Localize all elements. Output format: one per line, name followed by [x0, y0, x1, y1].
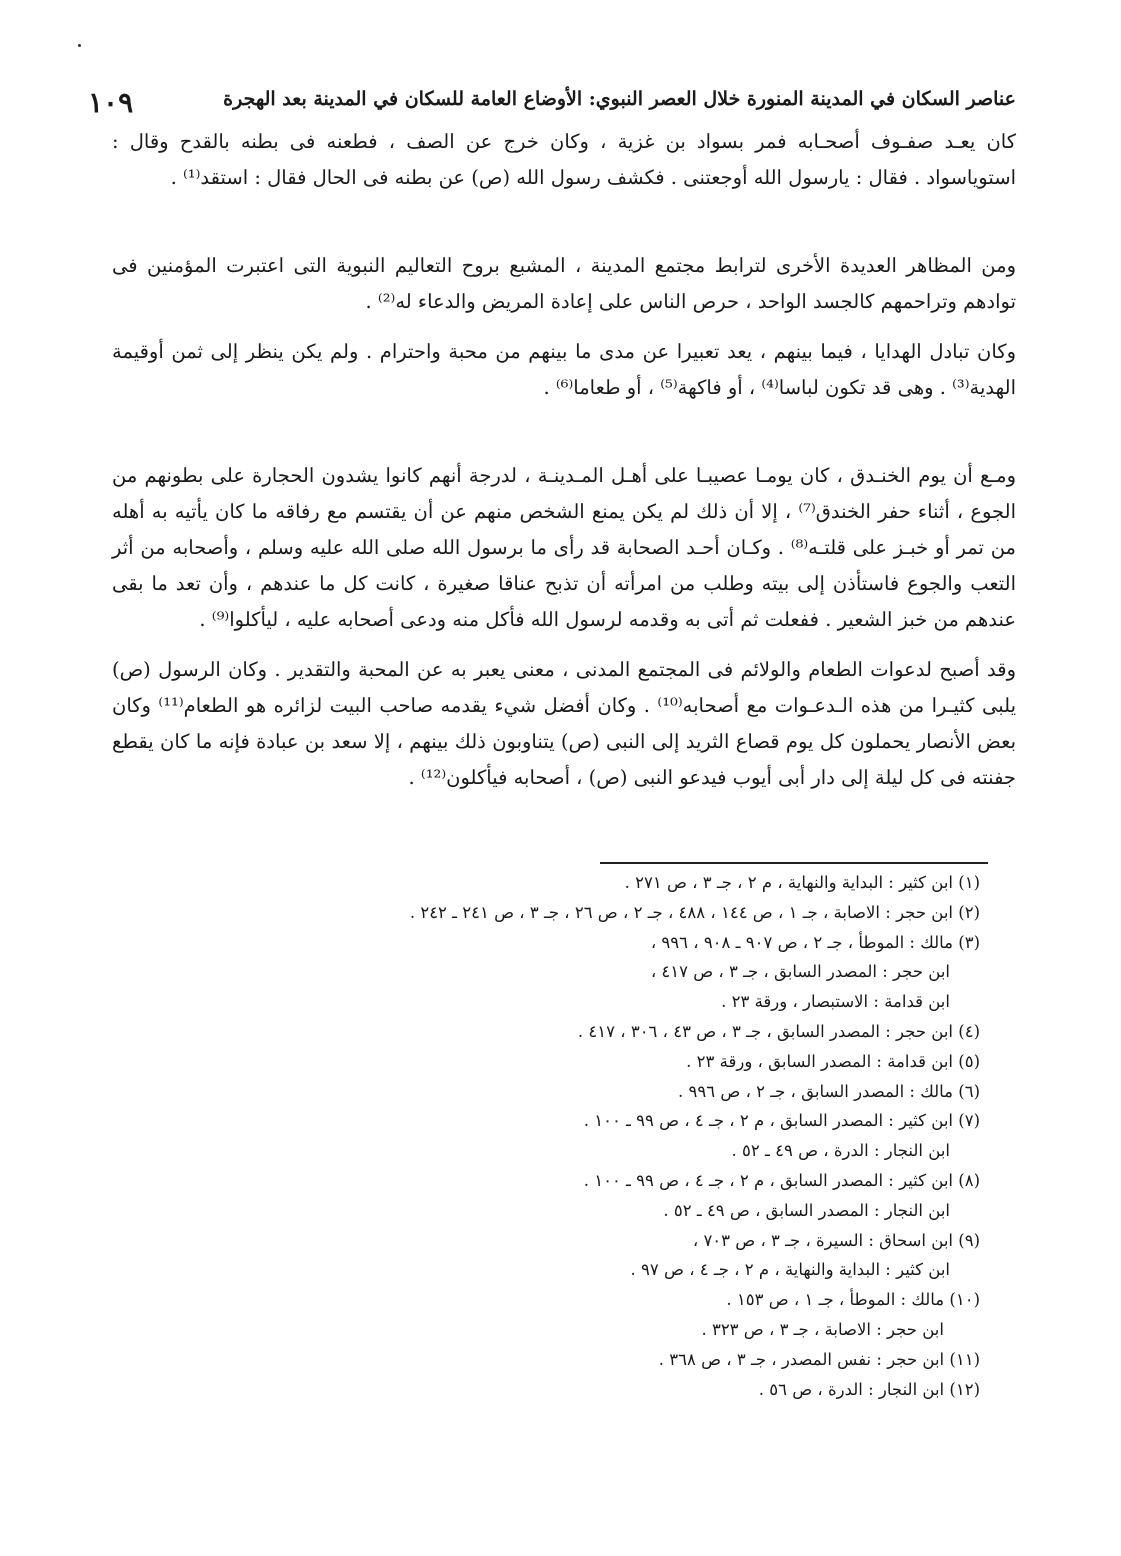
paragraph: كان يعـد صفـوف أصحـابه فمر بسواد بن غزية ، وكان خرج عن الصف ، فطعنه فى بطنه بالقدح وقال : استوياسواد . فقال : يارسول الله أوجعتنى . فكشف رسول الله (ص) عن بطنه فى الحال فقال : استقد⁽¹⁾ . — [112, 130, 1016, 189]
footnote-continuation: ابن قدامة : الاستبصار ، ورقة ٢٣ . — [721, 992, 950, 1012]
paragraph: ومـع أن يوم الخنـدق ، كان يومـا عصيبـا على أهـل المـدينـة ، لدرجة أنهم كانوا يشدون الحجارة على بطونهم من الجوع ، أثناء حفر الخندق⁽⁷⁾ ، إلا أن ذلك لم يكن يمنع الشخص منهم عن أن يقتسم مع رفاقه ما كان يأتيه به أهله من تمر أو خبـز على قلتـه⁽⁸⁾ . وكـان أحـد الصحابة قد رأى ما برسول الله صلى الله عليه وسلم ، وأصحابه من أثر التعب والجوع فاستأذن إلى بيته وطلب من امرأته أن تذبح عناقا صغيرة ، كانت كل ما عندهم ، وأن تعد ما بقى عندهم من خبز الشعير . ففعلت ثم أتى به وقدمه لرسول الله فأكل منه ودعى أصحابه عليه ، ليأكلوا⁽⁹⁾ . — [112, 464, 1017, 631]
footnote: (١٠) مالك : الموطأ ، جـ ١ ، ص ١٥٣ . — [726, 1290, 980, 1310]
footnote-continuation: ابن حجر : الاصابة ، جـ ٣ ، ص ٣٢٣ . — [701, 1319, 944, 1339]
footnote: (٣) مالك : الموطأ ، جـ ٢ ، ص ٩٠٧ ـ ٩٠٨ ، ٩٩٦ ، — [650, 932, 980, 952]
footnote-continuation: ابن كثير : البداية والنهاية ، م ٢ ، جـ ٤ ، ص ٩٧ . — [630, 1260, 950, 1280]
footnote: (٨) ابن كثير : المصدر السابق ، م ٢ ، جـ ٤ ، ص ٩٩ ـ ١٠٠ . — [583, 1170, 980, 1190]
page-number: ١٠٩ — [88, 86, 134, 119]
footnote: (٤) ابن حجر : المصدر السابق ، جـ ٣ ، ص ٤٣ ، ٣٠٦ ، ٤١٧ . — [577, 1021, 980, 1041]
paragraph: وكان تبادل الهدايا ، فيما بينهم ، يعد تعبيرا عن مدى ما بينهم من محبة واحترام . ولم يكن ينظر إلى ثمن أوقيمة الهدية⁽³⁾ . وهى قد تكون لباسا⁽⁴⁾ ، أو فاكهة⁽⁵⁾ ، أو طعاما⁽⁶⁾ . — [112, 340, 1016, 399]
body-text — [112, 124, 1016, 796]
paragraph: ومن المظاهر العديدة الأخرى لترابط مجتمع المدينة ، المشبع بروح التعاليم النبوية التى اعتبرت المؤمنين فى توادهم وتراحمهم كالجسد الواحد ، حرص الناس على إعادة المريض والدعاء له⁽²⁾ . — [112, 254, 1016, 313]
footnote-separator — [600, 862, 988, 864]
footnotes — [150, 868, 980, 1404]
footnote: (٦) مالك : المصدر السابق ، جـ ٢ ، ص ٩٩٦ . — [678, 1081, 980, 1101]
footnote: (٧) ابن كثير : المصدر السابق ، م ٢ ، جـ ٤ ، ص ٩٩ ـ ١٠٠ . — [583, 1111, 980, 1131]
scan-speck — [78, 44, 81, 47]
footnote: (١١) ابن حجر : نفس المصدر ، جـ ٣ ، ص ٣٦٨ . — [658, 1349, 980, 1369]
footnote-continuation: ابن النجار : المصدر السابق ، ص ٤٩ ـ ٥٢ . — [663, 1200, 950, 1220]
footnote: (٩) ابن اسحاق : السيرة ، جـ ٣ ، ص ٧٠٣ ، — [692, 1230, 980, 1250]
footnote: (٥) ابن قدامة : المصدر السابق ، ورقة ٢٣ . — [686, 1051, 980, 1071]
footnote-continuation: ابن حجر : المصدر السابق ، جـ ٣ ، ص ٤١٧ ، — [650, 962, 950, 982]
footnote: (١٢) ابن النجار : الدرة ، ص ٥٦ . — [758, 1379, 980, 1399]
paragraph: وقد أصبح لدعوات الطعام والولائم فى المجتمع المدنى ، معنى يعبر به عن المحبة والتقدير . وكان الرسول (ص) يلبى كثيـرا من هذه الـدعـوات مع أصحابه⁽¹⁰⁾ . وكان أفضل شيء يقدمه صاحب البيت لزائره هو الطعام⁽¹¹⁾ وكان بعض الأنصار يحملون كل يوم قصاع الثريد إلى النبى (ص) يتناوبون ذلك بينهم ، إلا سعد بن عبادة فإنه ما كان يقطع جفنته فى كل ليلة إلى دار أبى أيوب فيدعو النبى (ص) ، أصحابه فيأكلون⁽¹²⁾ . — [112, 658, 1017, 789]
footnote: (٢) ابن حجر : الاصابة ، جـ ١ ، ص ١٤٤ ، ٤٨٨ ، جـ ٢ ، ص ٢٦ ، جـ ٣ ، ص ٢٤١ ـ ٢٤٢ . — [409, 902, 980, 922]
footnote-continuation: ابن النجار : الدرة ، ص ٤٩ ـ ٥٢ . — [731, 1141, 950, 1161]
footnote: (١) ابن كثير : البداية والنهاية ، م ٢ ، جـ ٣ ، ص ٢٧١ . — [624, 873, 980, 892]
running-header: عناصر السكان في المدينة المنورة خلال العصر النبوي: الأوضاع العامة للسكان في المدينة بعد الهجرة — [223, 88, 1016, 110]
